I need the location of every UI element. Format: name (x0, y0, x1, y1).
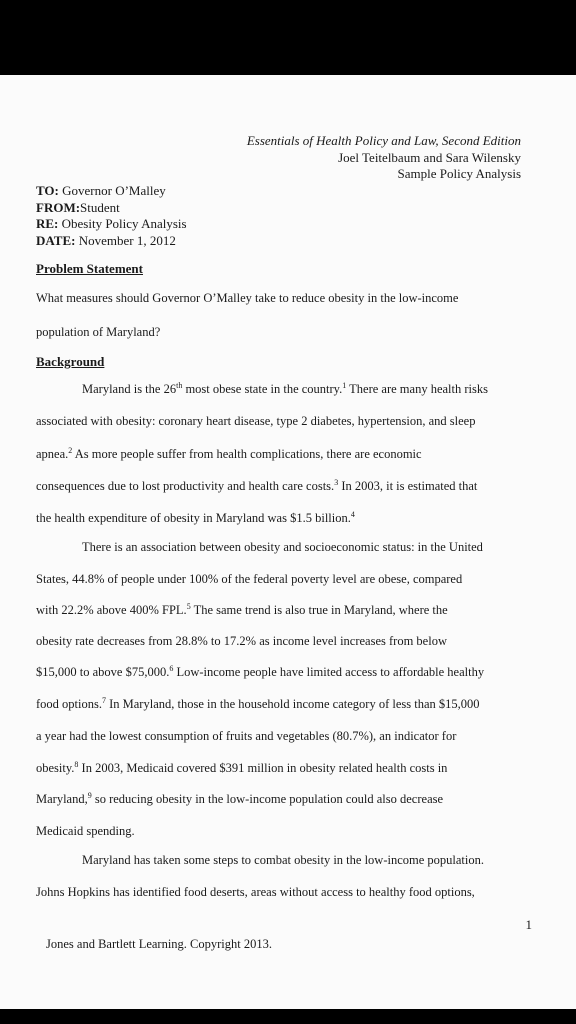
footnote-marker: 3 (334, 477, 339, 487)
background-p2-line: Maryland,$^9$ so reducing obesity in the low-income population could also decrease (36, 790, 444, 806)
document-type: Sample Policy Analysis (397, 166, 521, 181)
problem-statement-heading: Problem Statement (36, 261, 143, 276)
background-p1-line: apnea.$^2$ As more people suffer from health complications, there are economic (36, 445, 422, 461)
footnote-marker: 2 (68, 445, 73, 455)
background-p2-line: food options.$^7$ In Maryland, those in the household income category of less than $15,000 (36, 695, 480, 711)
background-p2-line: obesity rate decreases from 28.8% to 17.2% as income level increases from below (36, 634, 447, 648)
memo-date: DATE: November 1, 2012 (36, 232, 176, 248)
background-p2-line: States, 44.8% of people under 100% of the federal poverty level are obese, compared (36, 572, 463, 586)
document-header (247, 133, 521, 183)
background-p2-line: $15,000 to above $75,000.$^6$ Low-income people have limited access to affordable healthy (36, 663, 485, 679)
memo-from: FROM:Student (36, 199, 120, 215)
authors: Joel Teitelbaum and Sara Wilensky (338, 149, 521, 165)
memo-to: TO: Governor O’Malley (36, 183, 166, 198)
book-title: Essentials of Health Policy and Law, Second Edition (246, 133, 521, 148)
background-p1-line: the health expenditure of obesity in Maryland was $1.5 billion.$^4$ (36, 509, 355, 525)
memo-re: RE: Obesity Policy Analysis (36, 216, 187, 231)
document-page (0, 75, 576, 1009)
background-p3-line: Maryland has taken some steps to combat obesity in the low-income population. (82, 853, 485, 867)
footnote-marker: 1 (342, 380, 347, 390)
footnote-marker: 9 (87, 790, 92, 800)
copyright-footer: Jones and Bartlett Learning. Copyright 2013. (46, 937, 273, 951)
footnote-marker: 5 (186, 601, 191, 611)
footnote-marker: 6 (169, 663, 174, 673)
footnote-marker: th (176, 380, 183, 390)
background-p1-line: associated with obesity: coronary heart disease, type 2 diabetes, hypertension, and sleep (36, 414, 476, 428)
memo-block (36, 183, 187, 249)
footnote-marker: 4 (350, 509, 355, 519)
footnote-marker: 8 (74, 759, 79, 769)
page-number: 1 (525, 917, 532, 932)
background-p1-line: consequences due to lost productivity and health care costs.$^3$ In 2003, it is estimated that (36, 477, 478, 493)
background-p2-line: a year had the lowest consumption of fruits and vegetables (80.7%), an indicator for (36, 729, 457, 743)
bottom-black-bar (0, 1009, 576, 1024)
problem-line: What measures should Governor O’Malley take to reduce obesity in the low-income (36, 291, 459, 305)
background-p3-line: Johns Hopkins has identified food deserts, areas without access to healthy food options, (36, 885, 475, 899)
background-p2-line: obesity.$^8$ In 2003, Medicaid covered $391 million in obesity related health costs in (36, 759, 448, 775)
problem-line: population of Maryland? (36, 325, 161, 339)
background-p2-line: with 22.2% above 400% FPL.$^5$ The same trend is also true in Maryland, where the (36, 601, 448, 617)
background-p2-line: There is an association between obesity and socioeconomic status: in the United (82, 540, 483, 554)
top-black-bar (0, 0, 576, 75)
background-heading: Background (36, 354, 105, 369)
background-p1-line: Maryland is the 26th most obese state in the country.$^1$ There are many health risks (82, 380, 488, 396)
background-p2-line: Medicaid spending. (36, 824, 135, 838)
footnote-marker: 7 (101, 695, 106, 705)
